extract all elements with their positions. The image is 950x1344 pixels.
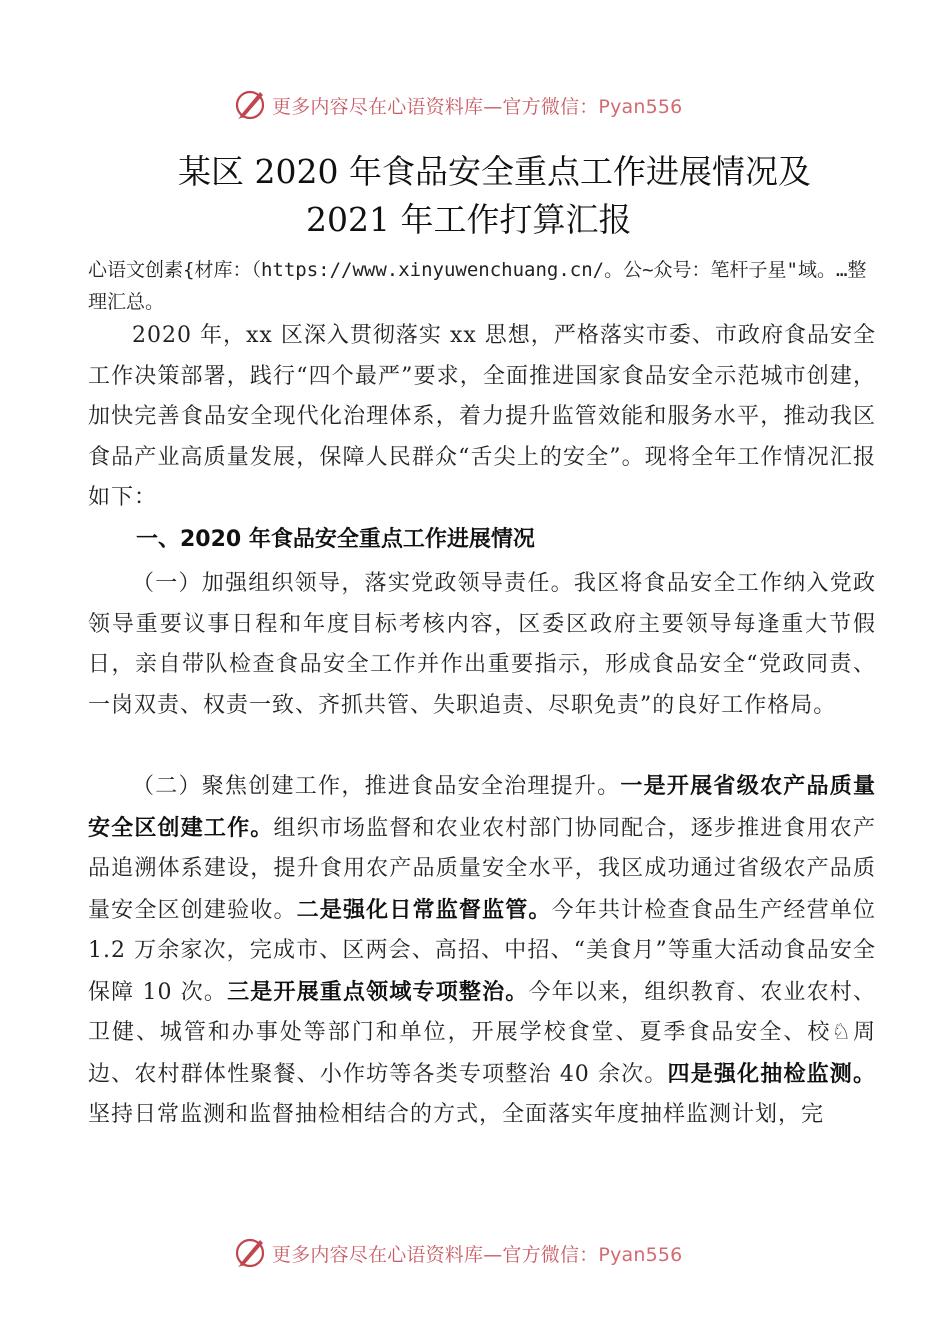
item-1-lead: （一）加强组织领导，落实党政领导责任。 [132,571,574,596]
point-2-text: 今年共计检查食品生产经营单位 1.2 万余家次，完成市、区两会、高招、中招、“美食月”等重大活动食品安全保障 10 次。 [88,897,876,1005]
source-note: 心语文创素{材库：（https://www.xinyuwenchuang.cn/。公~众号：笔杆子星"域。…整理汇总。 [88,259,867,313]
paragraph-item-2 [88,766,876,1136]
point-1-text: 组织市场监督和农业农村部门协同配合，逐步推进食用农产品追溯体系建设，提升食用农产品质量安全水平，我区成功通过省级农产品质量安全区创建验收。 [88,815,876,923]
brush-pen-logo-icon [232,86,268,122]
item-2-lead: （二）聚焦创建工作，推进食品安全治理提升。 [132,774,621,799]
footer-banner [0,1232,950,1272]
point-2-heading: 二是强化日常监督监管。 [296,896,552,923]
point-3-heading: 三是开展重点领域专项整治。 [227,978,529,1005]
section-heading: 一、2020 年食品安全重点工作进展情况 [136,527,535,552]
item-1-body: 我区将食品安全工作纳入党政领导重要议事日程和年度目标考核内容，区委区政府主要领导每逢重大节假日，亲自带队检查食品安全工作并作出重要指示，形成食品安全“党政同责、一岗双责、权责一致、齐抓共管、失职追责、尽职免责”的良好工作格局。 [88,571,876,718]
point-4-text: 坚持日常监测和监督抽检相结合的方式，全面落实年度抽样监测计划，完 [88,1102,825,1127]
banner-text: 更多内容尽在心语资料库—官方微信：Pyan556 [272,1244,683,1266]
paragraph-item-1 [88,564,876,726]
banner-text: 更多内容尽在心语资料库—官方微信：Pyan556 [272,96,683,118]
point-1-heading: 一是开展省级农产品质量安全区创建工作。 [88,773,876,841]
document-title-line1: 某区 2020 年食品安全重点工作进展情况及 [178,152,811,191]
point-4-heading: 四是强化抽检监测。 [667,1060,876,1087]
document-title-line2: 2021 年工作打算汇报 [306,200,632,239]
wechat-id: Pyan556 [598,96,683,118]
header-banner [0,84,950,124]
point-3-text: 今年以来，组织教育、农业农村、卫健、城管和办事处等部门和单位，开展学校食堂、夏季食品安全、校♘周边、农村群体性聚餐、小作坊等各类专项整治 40 余次。 [88,979,876,1087]
wechat-id: Pyan556 [598,1244,683,1266]
intro-paragraph: 2020 年，xx 区深入贯彻落实 xx 思想，严格落实市委、市政府食品安全工作决策部署，践行“四个最严”要求，全面推进国家食品安全示范城市创建，加快完善食品安全现代化治理体系，着力提升监管效能和服务水平，推动我区食品产业高质量发展，保障人民群众“舌尖上的安全”。现将全年工作情况汇报如下： [88,323,876,510]
brush-pen-logo-icon [232,1234,268,1270]
